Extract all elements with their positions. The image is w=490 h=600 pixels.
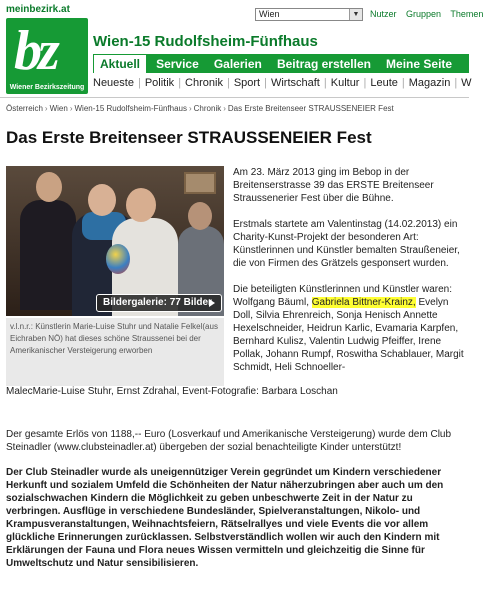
subnav-separator: | [323,77,327,89]
gallery-button[interactable] [96,294,222,312]
subnav-separator: | [137,77,141,89]
article-paragraph: Erstmals startete am Valentinstag (14.02.2013) ein Charity-Kunst-Projekt der besonderen Art: Künstlerinnen und Künstler bemalten Straußeneier, die von Firmen des Grätzels gesponsert wurden. [233,219,460,269]
subnav-separator: | [401,77,405,89]
subnav-separator: | [226,77,230,89]
toplink-gruppen[interactable]: Gruppen [406,9,442,19]
site-header [0,0,484,98]
subnav-separator: | [264,77,267,89]
article-intro: Am 23. März 2013 ging im Bebop in der Breitenserstrasse 39 das ERSTE Breitenseer Straussenerier Fest über die Bühne. [233,167,434,204]
breadcrumb-separator: › [188,104,192,113]
article-intro-column [233,166,467,387]
tab-service[interactable]: Service [156,57,199,71]
breadcrumb-separator: › [223,104,226,113]
artist-list-continuation: MalecMarie-Luise Stuhr, Ernst Zdrahal, Event-Fotografie: Barbara Loschan [6,386,338,397]
photo-person-head [36,172,62,202]
breadcrumb [6,104,394,113]
chevron-down-icon[interactable]: ▼ [349,9,362,20]
article-title: Das Erste Breitenseer STRAUSSENEIER Fest [6,128,372,147]
article-paragraph-bold: Der Club Steinadler wurde als uneigennütziger Verein gegründet um Kindern verschiedener Herkunft und sozialem Umfeld die Schönheiten der Natur näherzubringen aber auch um den sozialschwachen Kindern die Möglichkeit zu geben unbeschwerte Zeit in der Natur zu verbringen. Ausflüge in verschiedene Bundesländer, Spielveranstaltungen, Nikolo- und Krampusveranstaltungen, Weihnachtsfeiern, Rätselrallyes und viele Events die vor allem glückliche Erinnerungen zurücklassen. Selbstverständlich wollen wir auch den Kindern mit Erklärungen der Fauna und Flora neues Wissen vermitteln und gleichzeitig die Sinne für Umweltschutz und Natur sensibilisieren. [6,467,444,569]
subnav-kultur[interactable]: Kultur [330,77,360,89]
region-select-value: Wien [259,9,280,19]
subnav-neueste[interactable]: Neueste [93,77,134,89]
artist-list-intro: Die beteiligten Künstlerinnen und Künstler waren: Wolfgang Bäuml, [233,284,453,308]
article-photo[interactable] [6,166,224,316]
site-logo[interactable] [6,18,88,94]
breadcrumb-item[interactable]: Wien [49,104,68,113]
subnav-separator: | [178,77,182,89]
subnav-sport[interactable]: Sport [233,77,261,89]
artist-list-rest: Evelyn Doll, Silvia Ehrenreich, Sonja Henisch Annette Hexelschneider, Heidrun Karlic, Evamaria Karpfen, Bernhard Kulisz, Valentin Ludwig Pfeiffer, Irene Pollak, Johann Rumpf, Roswitha Schablauer, Margit Schmidt, Heli Schnoeller- [233,297,464,373]
gallery-button-label: Bildergalerie: 77 Bilder [103,297,212,308]
region-select[interactable] [255,8,363,21]
breadcrumb-separator: › [69,104,73,113]
photo-person-head [88,184,116,216]
logo-subtitle: Wiener Bezirkszeitung [9,84,85,91]
painted-ostrich-egg [106,244,130,274]
photo-wall-frame [184,172,216,194]
breadcrumb-item[interactable]: Chronik [193,104,222,113]
subnav-politik[interactable]: Politik [144,77,175,89]
subnav-leute[interactable]: Leute [370,77,398,89]
subnav-separator: | [363,77,367,89]
play-arrow-icon [209,299,215,307]
main-nav [93,54,469,73]
header-divider [0,97,469,98]
photo-person [20,200,76,310]
tab-beitrag-erstellen[interactable]: Beitrag erstellen [276,57,371,71]
location-title[interactable]: Wien-15 Rudolfsheim-Fünfhaus [93,33,318,50]
subnav-wirtschaft[interactable]: Wirtschaft [270,77,320,89]
sub-nav [93,77,472,89]
logo-mark: bz [14,20,56,82]
artist-list [233,283,467,374]
breadcrumb-item[interactable]: Österreich [6,104,43,113]
breadcrumb-current: Das Erste Breitenseer STRAUSSENEIER Fest [227,104,394,113]
subnav-separator: | [454,77,458,89]
toplink-nutzer[interactable]: Nutzer [370,9,397,19]
photo-person-head [188,202,212,230]
site-url[interactable]: meinbezirk.at [6,4,70,15]
photo-person-head [126,188,156,222]
tab-meine-seite[interactable]: Meine Seite [386,57,453,71]
breadcrumb-separator: › [44,104,48,113]
tab-galerien[interactable]: Galerien [213,57,262,71]
tab-aktuell[interactable]: Aktuell [93,54,147,73]
subnav-w[interactable]: W [461,77,472,89]
photo-caption: v.l.n.r.: Künstlerin Marie-Luise Stuhr und Natalie Felkel(aus Eichraben NÖ) hat dieses schöne Straussenei bei der Amerikanischer Versteigerung erworben [6,318,224,386]
subnav-chronik[interactable]: Chronik [185,77,223,89]
highlighted-artist: Gabriela Bittner-Krainz, [311,297,416,308]
article-paragraph: Der gesamte Erlös von 1188,-- Euro (Losverkauf und Amerikanische Versteigerung) wurde dem Club Steinadler (www.clubsteinadler.at) übergeben der sozial benachteiligte Kinder unterstützt! [6,429,452,453]
breadcrumb-item[interactable]: Wien-15 Rudolfsheim-Fünfhaus [74,104,187,113]
subnav-magazin[interactable]: Magazin [408,77,451,89]
top-links [370,9,490,19]
toplink-themen[interactable]: Themen [450,9,484,19]
